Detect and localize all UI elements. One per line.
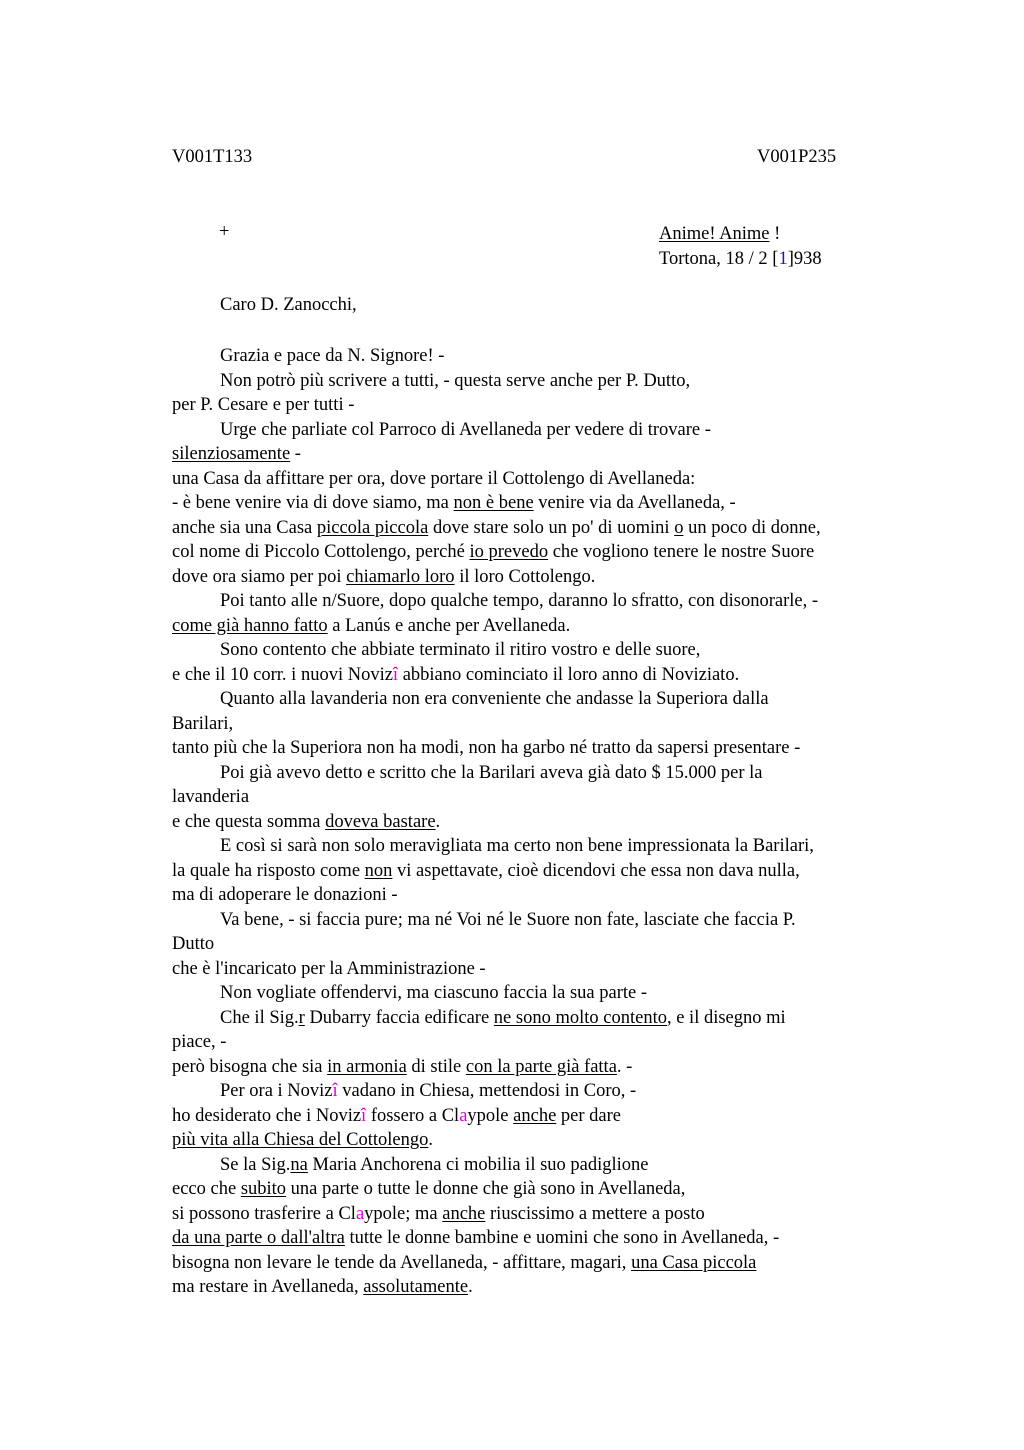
underlined-text: doveva bastare	[325, 811, 436, 832]
line-text: Va bene, - si faccia pure; ma né Voi né le Suore non fate, lasciate che faccia P.	[220, 909, 796, 930]
line-text: tanto più che la Superiora non ha modi, non ha garbo né tratto da sapersi presentare -	[172, 738, 801, 758]
line-text: la quale ha risposto come	[172, 860, 365, 881]
letter-line	[172, 1177, 912, 1202]
underlined-text: come già hanno fatto	[172, 615, 328, 636]
line-text: si possono trasferire a Cl	[172, 1203, 356, 1224]
line-text: Che il Sig.	[220, 1007, 299, 1028]
line-text: . -	[616, 1056, 633, 1077]
letter-line	[172, 908, 912, 933]
letter-line	[172, 1251, 912, 1276]
line-text: che è l'incaricato per la Amministrazione -	[172, 958, 486, 979]
motto-text: Anime! Anime	[659, 224, 770, 244]
letter-line	[172, 736, 912, 761]
line-text: Non vogliate offendervi, ma ciascuno faccia la sua parte -	[220, 983, 648, 1003]
document-id-left: V001T133	[172, 147, 253, 167]
line-text: ho desiderato che i Noviz	[172, 1105, 362, 1126]
letter-line	[172, 957, 912, 982]
line-text: abbiano cominciato il loro anno di Noviziato.	[398, 664, 740, 685]
letter-line	[172, 369, 912, 394]
line-text: riuscissimo a mettere a posto	[485, 1203, 705, 1224]
cross-mark: +	[219, 222, 230, 242]
line-text: E così si sarà non solo meravigliata ma certo non bene impressionata la Barilari,	[220, 836, 814, 856]
line-text: dove ora siamo per poi	[172, 566, 347, 587]
line-text: per dare	[556, 1105, 621, 1126]
line-text: piace, -	[172, 1032, 227, 1052]
underlined-text: in armonia	[327, 1056, 407, 1077]
line-text: anche sia una Casa	[172, 517, 317, 538]
line-text: una Casa da affittare per ora, dove portare il Cottolengo di Avellaneda:	[172, 468, 696, 489]
highlighted-char: î	[392, 664, 399, 685]
letter-line	[172, 810, 912, 835]
letter-line	[172, 1055, 912, 1080]
letter-line	[172, 516, 912, 541]
line-text: ecco che	[172, 1179, 241, 1199]
underlined-text: io prevedo	[469, 542, 549, 562]
line-text: Grazia e pace da N. Signore! -	[220, 346, 445, 366]
date-suffix: ]938	[787, 248, 822, 269]
highlighted-char: î	[332, 1081, 338, 1101]
letter-line	[172, 614, 912, 639]
letter-line	[172, 1226, 912, 1251]
underlined-text: subito	[240, 1179, 287, 1199]
line-text: venire via da Avellaneda, -	[533, 493, 736, 513]
line-text: Poi tanto alle n/Suore, dopo qualche tempo, daranno lo sfratto, con disonorarle, -	[220, 591, 819, 611]
letter-line	[172, 834, 912, 859]
underlined-text: più vita alla Chiesa del Cottolengo	[172, 1130, 429, 1150]
line-text: il loro Cottolengo.	[454, 566, 596, 587]
highlighted-char: a	[355, 1203, 365, 1224]
letter-line	[172, 1275, 912, 1300]
underlined-text: r	[298, 1007, 305, 1028]
letter-line	[172, 932, 912, 957]
underlined-text: silenziosamente	[172, 444, 291, 464]
line-text: Se la Sig.	[220, 1154, 291, 1175]
line-text: vadano in Chiesa, mettendosi in Coro, -	[337, 1081, 637, 1101]
line-text: di stile	[406, 1056, 466, 1077]
motto-suffix: !	[769, 224, 781, 244]
line-text: ypole	[467, 1105, 514, 1126]
letter-line	[172, 687, 912, 712]
line-text: ma di adoperare le donazioni -	[172, 885, 398, 905]
letter-line	[172, 491, 912, 516]
highlighted-char: î	[361, 1105, 367, 1126]
letter-line	[172, 859, 912, 884]
line-text: e che questa somma	[172, 811, 326, 832]
date-line	[659, 247, 822, 272]
letter-line	[172, 761, 912, 786]
underlined-text: ne sono molto contento	[493, 1007, 667, 1028]
line-text: Quanto alla lavanderia non era conveniente che andasse la Superiora dalla	[220, 689, 769, 709]
letter-line	[172, 1079, 912, 1104]
underlined-text: una Casa piccola	[631, 1252, 757, 1273]
line-text: Poi già avevo detto e scritto che la Barilari aveva già dato $ 15.000 per la	[220, 762, 763, 783]
letter-line	[172, 467, 912, 492]
letter-line	[172, 1006, 912, 1031]
page-id-right: V001P235	[757, 147, 837, 167]
line-text: una parte o tutte le donne che già sono in Avellaneda,	[286, 1179, 686, 1199]
line-text: Sono contento che abbiate terminato il ritiro vostro e delle suore,	[220, 640, 701, 660]
underlined-text: non è bene	[453, 493, 534, 513]
underlined-text: anche	[513, 1105, 557, 1126]
letter-line	[172, 589, 912, 614]
line-text: Per ora i Noviz	[220, 1081, 333, 1101]
line-text: lavanderia	[172, 787, 250, 807]
letter-body	[172, 344, 912, 1300]
underlined-text: con la parte già fatta	[465, 1056, 617, 1077]
line-text: col nome di Piccolo Cottolengo, perché	[172, 542, 470, 562]
highlighted-char: a	[459, 1105, 468, 1126]
letter-line	[172, 540, 912, 565]
line-text: Non potrò più scrivere a tutti, - questa serve anche per P. Dutto,	[220, 370, 691, 391]
underlined-text: assolutamente	[363, 1277, 469, 1297]
underlined-text: piccola piccola	[316, 517, 429, 538]
underlined-text: na	[290, 1154, 308, 1175]
line-text: .	[468, 1277, 473, 1297]
line-text: fossero a Cl	[366, 1105, 460, 1126]
letter-line	[172, 1128, 912, 1153]
underlined-text: chiamarlo loro	[346, 566, 455, 587]
letter-line	[172, 565, 912, 590]
letter-line	[172, 883, 912, 908]
line-text: che vogliono tenere le nostre Suore	[548, 542, 815, 562]
line-text: dove stare solo un po' di uomini	[428, 517, 675, 538]
letter-line	[172, 1030, 912, 1055]
line-text: Maria Anchorena ci mobilia il suo padiglione	[307, 1154, 649, 1175]
greeting: Caro D. Zanocchi,	[220, 295, 357, 315]
line-text: a Lanús e anche per Avellaneda.	[327, 615, 571, 636]
line-text: Dutto	[172, 934, 215, 954]
line-text: ypole; ma	[364, 1203, 443, 1224]
underlined-text: o	[674, 517, 684, 538]
line-text: bisogna non levare le tende da Avellaneda, - affittare, magari,	[172, 1252, 632, 1273]
underlined-text: anche	[442, 1203, 486, 1224]
letter-line	[172, 418, 912, 443]
line-text: però bisogna che sia	[172, 1056, 328, 1077]
letter-line	[172, 393, 912, 418]
heading-block	[659, 222, 822, 271]
line-text: Urge che parliate col Parroco di Avellaneda per vedere di trovare -	[220, 419, 711, 440]
letter-line	[172, 638, 912, 663]
letter-line	[172, 344, 912, 369]
line-text: un poco di donne,	[683, 517, 821, 538]
line-text: tutte le donne bambine e uomini che sono in Avellaneda, -	[344, 1228, 780, 1248]
motto-line	[659, 222, 822, 247]
date-prefix: Tortona, 18 / 2 [	[659, 248, 779, 269]
line-text: .	[428, 1130, 434, 1150]
date-editorial-digit: 1	[778, 248, 788, 269]
line-text: , e il disegno mi	[666, 1007, 786, 1028]
underlined-text: non	[364, 860, 393, 881]
line-text: vi aspettavate, cioè dicendovi che essa non dava nulla,	[392, 860, 800, 881]
letter-line	[172, 1153, 912, 1178]
letter-line	[172, 785, 912, 810]
underlined-text: da una parte o dall'altra	[172, 1228, 345, 1248]
letter-line	[172, 442, 912, 467]
line-text: per P. Cesare e per tutti -	[172, 395, 355, 415]
line-text: .	[435, 811, 441, 832]
letter-line	[172, 663, 912, 688]
line-text: e che il 10 corr. i nuovi Noviz	[172, 664, 393, 685]
line-text: Barilari,	[172, 713, 234, 734]
line-text: Dubarry faccia edificare	[304, 1007, 494, 1028]
line-text: -	[290, 444, 301, 464]
letter-line	[172, 712, 912, 737]
letter-line	[172, 981, 912, 1006]
letter-line	[172, 1104, 912, 1129]
line-text: - è bene venire via di dove siamo, ma	[172, 493, 454, 513]
letter-line	[172, 1202, 912, 1227]
line-text: ma restare in Avellaneda,	[172, 1277, 364, 1297]
